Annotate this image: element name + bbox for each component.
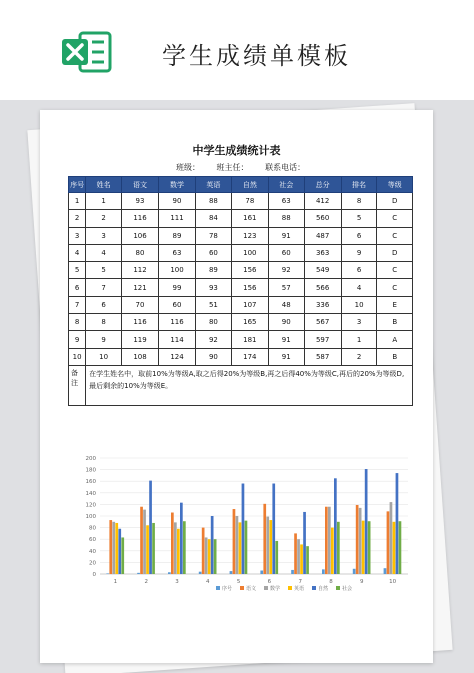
bar <box>387 511 390 574</box>
table-cell: 100 <box>159 262 196 279</box>
table-cell: 92 <box>196 331 232 348</box>
table-cell: 112 <box>122 262 159 279</box>
table-cell: B <box>377 314 413 331</box>
table-cell: 92 <box>268 262 304 279</box>
bar <box>263 504 266 574</box>
teacher-label: 班主任： <box>216 163 249 172</box>
table-row <box>69 193 413 210</box>
document-title: 中学生成绩统计表 <box>192 144 281 157</box>
x-tick-label: 2 <box>144 579 148 585</box>
bar <box>174 522 177 574</box>
table-cell: 174 <box>231 348 268 365</box>
table-cell: 487 <box>304 227 341 244</box>
table-row <box>69 331 413 348</box>
table-cell: 90 <box>196 348 232 365</box>
bar <box>140 507 143 574</box>
table-cell: 9 <box>86 331 122 348</box>
bar <box>152 523 155 574</box>
bar <box>118 529 121 574</box>
bar <box>334 478 337 574</box>
excel-icon <box>58 30 114 74</box>
table-cell: 6 <box>69 279 86 296</box>
table-cell: 10 <box>341 296 377 313</box>
bar <box>260 571 263 574</box>
table-cell: 78 <box>231 193 268 210</box>
bar <box>396 473 399 574</box>
table-cell: C <box>377 210 413 227</box>
table-cell: 84 <box>196 210 232 227</box>
table-row <box>69 279 413 296</box>
bar <box>294 533 297 574</box>
bar <box>362 521 365 574</box>
table-cell: 116 <box>122 314 159 331</box>
y-tick-label: 160 <box>85 479 96 486</box>
bar <box>183 521 186 574</box>
bar <box>109 520 112 574</box>
y-tick-label: 100 <box>85 514 96 520</box>
table-header-row <box>69 177 413 193</box>
table-cell: 181 <box>231 331 268 348</box>
table-cell: 2 <box>341 348 377 365</box>
x-tick-label: 1 <box>113 579 118 585</box>
column-header: 序号 <box>69 177 86 193</box>
bar <box>245 521 248 574</box>
table-cell: 5 <box>69 262 86 279</box>
table-cell: 3 <box>341 314 377 331</box>
x-tick-label: 10 <box>389 579 397 585</box>
column-header: 社会 <box>268 177 304 193</box>
table-cell: 165 <box>231 314 268 331</box>
y-tick-label: 60 <box>89 537 96 544</box>
bar <box>143 510 146 574</box>
bar <box>137 573 140 574</box>
x-tick-label: 8 <box>329 579 333 585</box>
bar <box>275 541 278 574</box>
bar <box>106 573 109 574</box>
y-tick-label: 120 <box>85 502 96 509</box>
legend-label: 序号 <box>222 586 233 592</box>
table-cell: 89 <box>196 262 232 279</box>
table-cell: 156 <box>231 279 268 296</box>
bar <box>368 521 371 574</box>
legend-label: 英语 <box>294 586 305 592</box>
table-cell: C <box>377 279 413 296</box>
table-row <box>69 262 413 279</box>
column-header: 姓名 <box>86 177 122 193</box>
table-body <box>69 193 413 406</box>
bar <box>168 572 171 574</box>
bar <box>177 529 180 574</box>
table-cell: 8 <box>341 193 377 210</box>
bar <box>322 569 325 574</box>
table-cell: B <box>377 348 413 365</box>
table-cell: 8 <box>86 314 122 331</box>
legend-label: 自然 <box>318 586 329 592</box>
column-header: 等级 <box>377 177 413 193</box>
table-cell: 90 <box>268 314 304 331</box>
x-tick-label: 3 <box>175 579 179 585</box>
legend-label: 社会 <box>342 586 353 592</box>
bar <box>297 539 300 574</box>
note-text: 在学生姓名中，取前10%为等级A,取之后得20%为等级B,再之后得40%为等级C,再后的20%为等级D,最后剩余的10%为等级E。 <box>86 365 413 405</box>
column-header: 语文 <box>122 177 159 193</box>
header-banner <box>0 0 474 100</box>
y-tick-label: 180 <box>85 467 96 474</box>
legend-swatch <box>336 586 340 590</box>
y-tick-label: 0 <box>92 572 96 578</box>
bar <box>384 568 387 574</box>
table-cell: 6 <box>341 262 377 279</box>
bar <box>356 505 359 574</box>
table-cell: 78 <box>196 227 232 244</box>
table-cell: 3 <box>69 227 86 244</box>
table-cell: 80 <box>196 314 232 331</box>
x-tick-label: 6 <box>267 579 272 585</box>
table-cell: 91 <box>268 331 304 348</box>
note-row <box>69 365 413 405</box>
table-cell: 91 <box>268 348 304 365</box>
table-cell: 161 <box>231 210 268 227</box>
bar <box>291 570 294 574</box>
table-row <box>69 210 413 227</box>
table-cell: 124 <box>159 348 196 365</box>
bar <box>202 528 205 574</box>
document-sheet <box>40 110 433 663</box>
table-cell: 57 <box>268 279 304 296</box>
x-tick-label: 9 <box>360 579 364 585</box>
bar <box>337 522 340 574</box>
table-row <box>69 296 413 313</box>
bar <box>365 469 368 574</box>
bar <box>171 513 174 574</box>
table-row <box>69 244 413 261</box>
table-cell: 412 <box>304 193 341 210</box>
bar <box>353 569 356 574</box>
legend-swatch <box>264 586 268 590</box>
table-cell: D <box>377 244 413 261</box>
bar <box>230 571 233 574</box>
table-cell: 63 <box>159 244 196 261</box>
legend-swatch <box>216 586 220 590</box>
table-cell: 156 <box>231 262 268 279</box>
table-cell: 10 <box>69 348 86 365</box>
table-cell: 363 <box>304 244 341 261</box>
table-cell: 9 <box>69 331 86 348</box>
bar <box>180 503 183 574</box>
legend-swatch <box>312 586 316 590</box>
table-cell: A <box>377 331 413 348</box>
column-header: 数学 <box>159 177 196 193</box>
table-cell: 4 <box>341 279 377 296</box>
table-row <box>69 314 413 331</box>
bar <box>328 507 331 574</box>
bar <box>112 522 115 574</box>
table-cell: 48 <box>268 296 304 313</box>
table-cell: 6 <box>86 296 122 313</box>
table-cell: C <box>377 262 413 279</box>
table-cell: 1 <box>341 331 377 348</box>
table-cell: 5 <box>341 210 377 227</box>
bar <box>121 537 124 574</box>
score-bar-chart <box>68 428 413 603</box>
bar <box>393 522 396 574</box>
y-tick-label: 200 <box>85 456 96 462</box>
bar <box>211 516 214 574</box>
table-cell: 9 <box>341 244 377 261</box>
bar <box>149 481 152 574</box>
table-cell: 1 <box>86 193 122 210</box>
bar <box>269 520 272 574</box>
bar <box>325 507 328 574</box>
bar <box>359 508 362 574</box>
page-title: 学生成绩单模板 <box>162 42 351 70</box>
table-cell: 106 <box>122 227 159 244</box>
table-row <box>69 348 413 365</box>
table-cell: E <box>377 296 413 313</box>
table-cell: 121 <box>122 279 159 296</box>
table-cell: 90 <box>159 193 196 210</box>
score-table <box>68 176 413 406</box>
bar <box>199 572 202 574</box>
table-cell: 567 <box>304 314 341 331</box>
bar <box>272 484 275 574</box>
column-header: 总分 <box>304 177 341 193</box>
bar <box>303 512 306 574</box>
table-cell: 114 <box>159 331 196 348</box>
table-cell: 560 <box>304 210 341 227</box>
bar <box>236 516 239 574</box>
bar <box>233 509 236 574</box>
bar <box>390 502 393 574</box>
table-cell: 8 <box>69 314 86 331</box>
x-tick-label: 5 <box>236 579 241 585</box>
y-tick-label: 80 <box>89 525 96 532</box>
legend-swatch <box>288 586 292 590</box>
bar <box>214 539 217 574</box>
table-cell: 10 <box>86 348 122 365</box>
table-cell: 1 <box>69 193 86 210</box>
y-tick-label: 140 <box>85 490 96 497</box>
table-cell: 100 <box>231 244 268 261</box>
info-line <box>176 162 319 173</box>
table-cell: 93 <box>122 193 159 210</box>
column-header: 英语 <box>196 177 232 193</box>
bar <box>266 517 269 574</box>
phone-label: 联系电话： <box>265 163 306 172</box>
table-cell: 7 <box>69 296 86 313</box>
bar <box>146 525 149 574</box>
column-header: 排名 <box>341 177 377 193</box>
table-row <box>69 227 413 244</box>
table-cell: 93 <box>196 279 232 296</box>
table-cell: 336 <box>304 296 341 313</box>
legend-label: 数学 <box>270 586 281 592</box>
table-cell: 2 <box>69 210 86 227</box>
table-cell: 2 <box>86 210 122 227</box>
table-cell: 51 <box>196 296 232 313</box>
bar <box>205 537 208 574</box>
table-cell: 5 <box>86 262 122 279</box>
table-cell: 60 <box>159 296 196 313</box>
y-tick-label: 40 <box>89 548 96 555</box>
table-cell: 597 <box>304 331 341 348</box>
table-cell: 123 <box>231 227 268 244</box>
bar <box>306 546 309 574</box>
bar <box>300 544 303 574</box>
table-cell: 119 <box>122 331 159 348</box>
table-cell: 70 <box>122 296 159 313</box>
table-cell: 88 <box>196 193 232 210</box>
table-cell: D <box>377 193 413 210</box>
class-label: 班级： <box>176 163 200 172</box>
table-cell: 80 <box>122 244 159 261</box>
bar <box>399 521 402 574</box>
x-tick-label: 7 <box>298 579 302 585</box>
table-cell: 549 <box>304 262 341 279</box>
column-header: 自然 <box>231 177 268 193</box>
note-label: 备注 <box>69 365 86 405</box>
table-cell: 587 <box>304 348 341 365</box>
table-cell: 60 <box>268 244 304 261</box>
table-cell: 3 <box>86 227 122 244</box>
table-cell: 99 <box>159 279 196 296</box>
x-tick-label: 4 <box>206 579 210 585</box>
table-cell: 4 <box>86 244 122 261</box>
table-cell: 6 <box>341 227 377 244</box>
table-cell: 4 <box>69 244 86 261</box>
table-cell: 88 <box>268 210 304 227</box>
table-cell: C <box>377 227 413 244</box>
table-cell: 111 <box>159 210 196 227</box>
table-cell: 116 <box>159 314 196 331</box>
bar <box>242 484 245 574</box>
table-cell: 566 <box>304 279 341 296</box>
legend-label: 语文 <box>246 586 257 592</box>
bar <box>115 523 118 574</box>
table-cell: 63 <box>268 193 304 210</box>
table-cell: 107 <box>231 296 268 313</box>
bar <box>208 539 211 574</box>
table-cell: 108 <box>122 348 159 365</box>
table-cell: 91 <box>268 227 304 244</box>
bar <box>239 522 242 574</box>
table-cell: 89 <box>159 227 196 244</box>
y-tick-label: 20 <box>89 560 96 567</box>
table-cell: 116 <box>122 210 159 227</box>
table-cell: 7 <box>86 279 122 296</box>
legend-swatch <box>240 586 244 590</box>
table-cell: 60 <box>196 244 232 261</box>
bar <box>331 528 334 574</box>
